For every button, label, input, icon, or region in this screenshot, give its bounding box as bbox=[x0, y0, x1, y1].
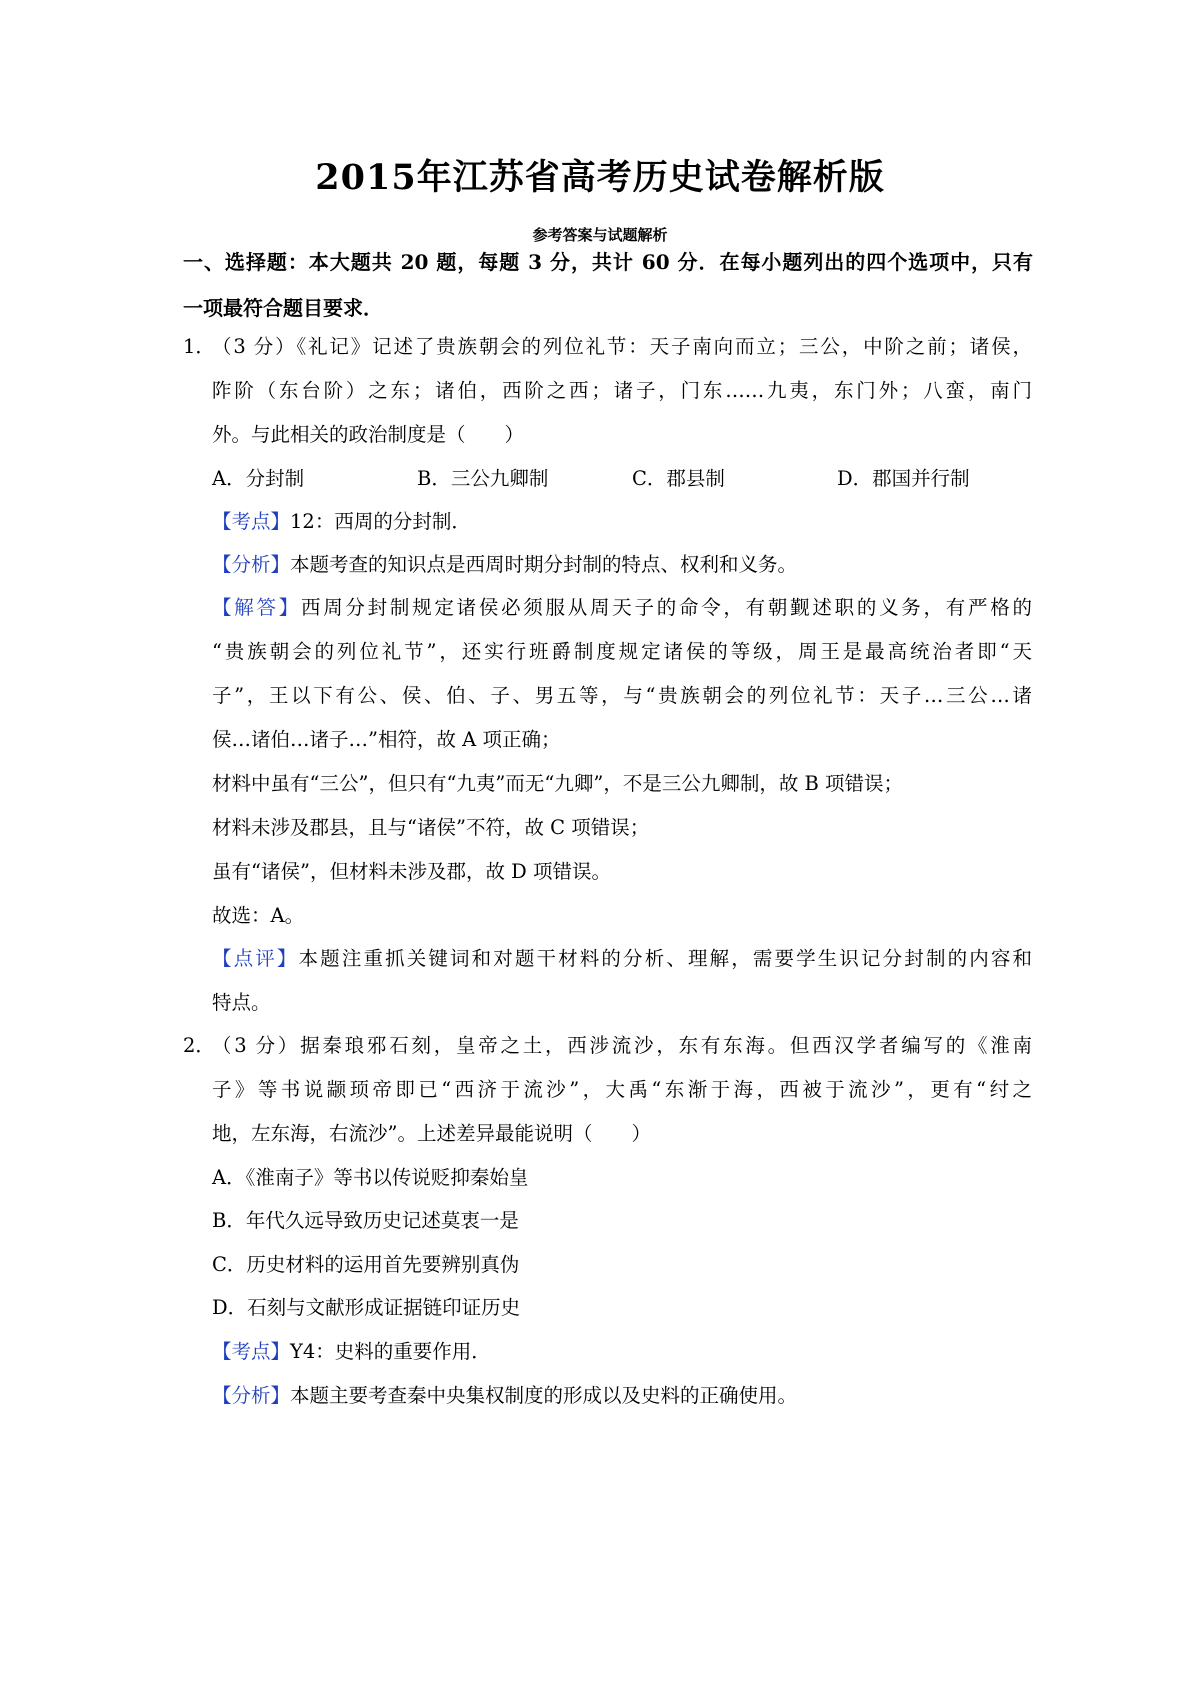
question-2-fenxi bbox=[212, 1383, 1032, 1409]
fenxi-tag: 【分析】 bbox=[212, 1384, 291, 1407]
question-2-option-c: C．历史材料的运用首先要辨别真伪 bbox=[212, 1253, 520, 1276]
kaodian-tag: 【考点】 bbox=[212, 510, 291, 533]
section-heading-line-2: 一项最符合题目要求． bbox=[183, 296, 383, 320]
fenxi-text: 本题主要考查秦中央集权制度的形成以及史料的正确使用。 bbox=[290, 1384, 798, 1407]
question-1-jieda-line-5: 材料中虽有“三公”，但只有“九夷”而无“九卿”，不是三公九卿制，故 B 项错误； bbox=[212, 772, 904, 795]
question-1-dianping-line-1 bbox=[212, 946, 1032, 972]
question-1-stem-line-1: （3 分）《礼记》记述了贵族朝会的列位礼节：天子南向而立；三公，中阶之前；诸侯， bbox=[212, 335, 1032, 358]
kaodian-text: 12：西周的分封制． bbox=[290, 510, 471, 533]
question-1-option-b: B．三公九卿制 bbox=[417, 467, 549, 490]
kaodian-tag: 【考点】 bbox=[212, 1340, 291, 1363]
jieda-text-1: 西周分封制规定诸侯必须服从周天子的命令，有朝觐述职的义务，有严格的 bbox=[300, 596, 1032, 619]
question-1-option-a: A．分封制 bbox=[212, 467, 305, 490]
jieda-tag: 【解答】 bbox=[212, 596, 301, 619]
question-1-dianping-line-2: 特点。 bbox=[212, 991, 271, 1014]
page-title: 2015年江苏省高考历史试卷解析版 bbox=[315, 157, 885, 198]
question-1-jieda-line-2: “贵族朝会的列位礼节”，还实行班爵制度规定诸侯的等级，周王是最高统治者即“天 bbox=[212, 640, 1032, 663]
dianping-tag: 【点评】 bbox=[212, 947, 299, 970]
question-1-jieda-line-4: 侯…诸伯…诸子…”相符，故 A 项正确； bbox=[212, 728, 561, 751]
question-1-number: 1． bbox=[183, 335, 215, 358]
question-1-kaodian bbox=[212, 509, 1032, 535]
question-2-kaodian bbox=[212, 1339, 1032, 1365]
section-heading-line-1: 一、选择题：本大题共 20 题，每题 3 分，共计 60 分．在每小题列出的四个选项中，只有 bbox=[183, 250, 1033, 274]
question-1-jieda-line-1 bbox=[212, 595, 1032, 621]
question-2-stem-line-2: 子》等书说颛顼帝即已“西济于流沙”，大禹“东渐于海，西被于流沙”，更有“纣之 bbox=[212, 1078, 1032, 1101]
dianping-text-1: 本题注重抓关键词和对题干材料的分析、理解，需要学生识记分封制的内容和 bbox=[298, 947, 1032, 970]
question-2-option-a: A．《淮南子》等书以传说贬抑秦始皇 bbox=[212, 1166, 529, 1189]
question-2-option-d: D．石刻与文献形成证据链印证历史 bbox=[212, 1296, 521, 1319]
question-2-stem-line-3: 地，左东海，右流沙”。上述差异最能说明（ ） bbox=[212, 1122, 651, 1145]
question-1-option-d: D．郡国并行制 bbox=[837, 467, 970, 490]
fenxi-tag: 【分析】 bbox=[212, 553, 291, 576]
question-1-jieda-line-7: 虽有“诸侯”，但材料未涉及郡，故 D 项错误。 bbox=[212, 860, 611, 883]
question-1-jieda-line-6: 材料未涉及郡县，且与“诸侯”不符，故 C 项错误； bbox=[212, 816, 650, 839]
page-subtitle: 参考答案与试题解析 bbox=[532, 226, 668, 244]
question-2-stem-line-1: （3 分）据秦琅邪石刻，皇帝之土，西涉流沙，东有东海。但西汉学者编写的《淮南 bbox=[212, 1034, 1032, 1057]
question-1-option-c: C．郡县制 bbox=[632, 467, 725, 490]
question-1-jieda-line-3: 子”，王以下有公、侯、伯、子、男五等，与“贵族朝会的列位礼节：天子…三公…诸 bbox=[212, 684, 1032, 707]
question-1-jieda-line-8: 故选：A。 bbox=[212, 904, 305, 927]
kaodian-text: Y4：史料的重要作用． bbox=[290, 1340, 491, 1363]
question-2-option-b: B．年代久远导致历史记述莫衷一是 bbox=[212, 1209, 519, 1232]
question-2-number: 2． bbox=[183, 1034, 215, 1057]
question-1-fenxi bbox=[212, 552, 1032, 578]
fenxi-text: 本题考查的知识点是西周时期分封制的特点、权利和义务。 bbox=[290, 553, 798, 576]
question-1-stem-line-3: 外。与此相关的政治制度是（ ） bbox=[212, 423, 525, 446]
question-1-stem-line-2: 阼阶（东台阶）之东；诸伯，西阶之西；诸子，门东……九夷，东门外；八蛮，南门 bbox=[212, 379, 1032, 402]
